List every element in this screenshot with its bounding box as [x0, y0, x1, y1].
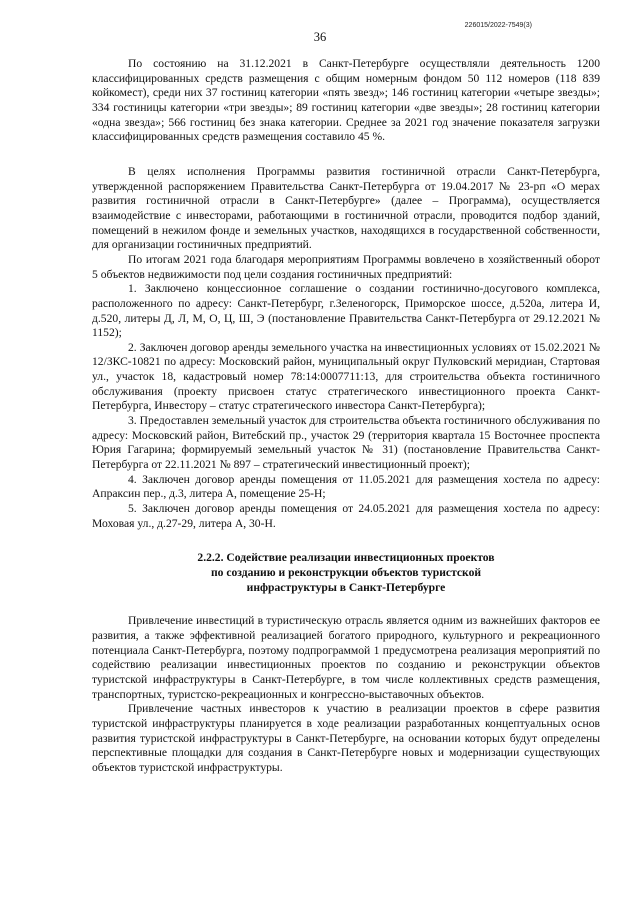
section-heading-line-3: инфраструктуры в Санкт-Петербурге — [246, 580, 446, 594]
paragraph-investment-attraction: Привлечение инвестиций в туристическую отрасль является одним из важнейших факторов ее развития, а также эффективной реализацией богатого природного, культурного и рекреационного потенциала Санкт-Петербурга, поэтому подпрограммой 1 предусмотрена реализация мероприятий по содействию реализации инвестиционных проектов по созданию и реконструкции объектов туристской инфраструктуры в Санкт-Петербурге, в том числе коллективных средств размещения, транспортных, туристско-рекреационных и конгрессно-выставочных объектов. — [92, 614, 600, 701]
section-heading-line-1: 2.2.2. Содействие реализации инвестиционных проектов — [197, 551, 495, 565]
section-heading — [92, 551, 600, 595]
list-item-5: 5. Заключен договор аренды помещения от 24.05.2021 для размещения хостела по адресу: Моховая ул., д.27-29, литера А, 30-Н. — [92, 502, 600, 530]
document-header-id: 226015/2022-7549(3) — [464, 22, 532, 29]
list-item-3: 3. Предоставлен земельный участок для строительства объекта гостиничного обслуживания по адресу: Московский район, Витебский пр., участок 29 (территория квартала 15 Восточнее проспекта Юрия Гагарина; формируемый земельный участок № 31) (постановление Правительства Санкт-Петербурга от 22.11.2021 № 897 – стратегический инвестиционный проект); — [92, 414, 600, 472]
paragraph-private-investors: Привлечение частных инвесторов к участию в реализации проектов в сфере развития туристской инфраструктуры планируется в ходе реализации разработанных концептуальных основ развития туристской инфраструктуры в Санкт-Петербурге, на основании которых будут определены перспективные площадки для создания в Санкт-Петербурге новых и модернизации существующих объектов туристской инфраструктуры. — [92, 702, 600, 774]
paragraph-program-implementation: В целях исполнения Программы развития гостиничной отрасли Санкт-Петербурга, утвержденной распоряжением Правительства Санкт-Петербурга от 19.04.2017 № 23-рп «О мерах развития гостиничной отрасли в Санкт-Петербурге» (далее – Программа), осуществляется взаимодействие с инвесторами, работающими в гостиничной отрасли, проводится подбор зданий, помещений в нежилом фонде и земельных участков, находящихся в государственной собственности, для организации гостиничных предприятий. — [92, 164, 600, 252]
section-heading-line-2: по созданию и реконструкции объектов туристской — [210, 566, 482, 579]
document-body — [92, 57, 600, 776]
paragraph-results-2021: По итогам 2021 года благодаря мероприятиям Программы вовлечено в хозяйственный оборот 5 объектов недвижимости под цели создания гостиничных предприятий: — [92, 252, 600, 281]
paragraph-hotel-statistics: По состоянию на 31.12.2021 в Санкт-Петербурге осуществляли деятельность 1200 классифицированных средств размещения с общим номерным фондом 50 112 номеров (118 839 койкомест), среди них 37 гостиниц категории «пять звезд»; 146 гостиниц категории «четыре звезды»; 334 гостиницы категории «три звезды»; 89 гостиниц категории «две звезды»; 28 гостиниц категории «одна звезда»; 566 гостиниц без знака категории. Среднее за 2021 год значение показателя загрузки классифицированных средств размещения составило 45 %. — [92, 57, 600, 144]
list-item-1: 1. Заключено концессионное соглашение о создании гостинично-досугового комплекса, расположенного по адресу: Санкт-Петербург, г.Зеленогорск, Приморское шоссе, д.520а, литера И, д.520, литеры Д, Л, М, О, Ц, Ш, Э (постановление Правительства Санкт-Петербурга от 29.12.2021 № 1152); — [92, 282, 600, 340]
page-number: 36 — [313, 30, 327, 44]
list-item-2: 2. Заключен договор аренды земельного участка на инвестиционных условиях от 15.02.2021 № 12/ЗКС-10821 по адресу: Московский район, муниципальный округ Пулковский меридиан, Стартовая ул., участок 18, кадастровый номер 78:14:0007711:13, для строительства объекта гостиничного обслуживания (проекту присвоен статус стратегического инвестиционного проекта Санкт-Петербурга, Инвестору – статус стратегического инвестора Санкт-Петербурга); — [92, 340, 600, 413]
list-item-4: 4. Заключен договор аренды помещения от 11.05.2021 для размещения хостела по адресу: Апраксин пер., д.3, литера А, помещение 25-Н; — [92, 472, 600, 501]
